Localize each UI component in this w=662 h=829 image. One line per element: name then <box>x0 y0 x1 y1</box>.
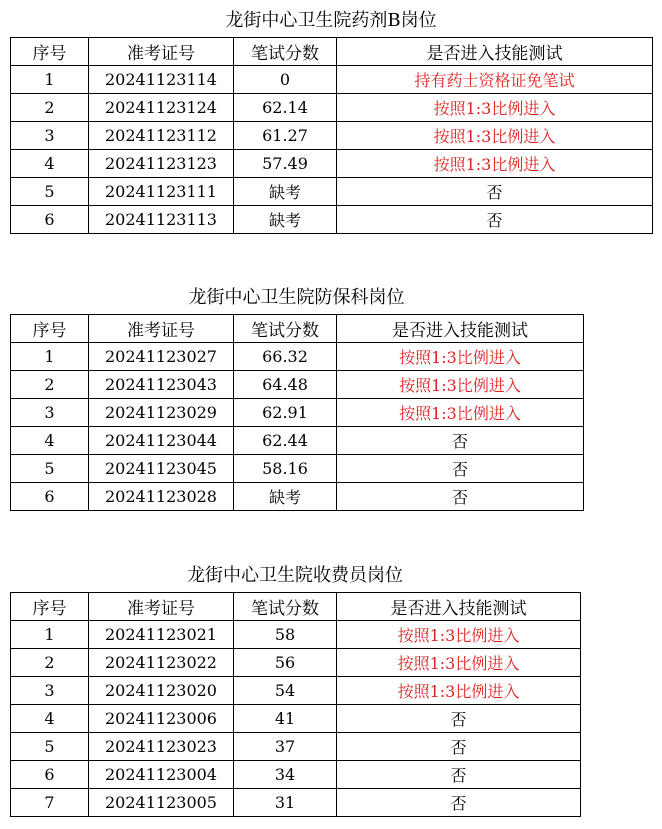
cell-seq: 3 <box>11 399 89 427</box>
cell-exam-id: 20241123027 <box>89 343 234 371</box>
header-status: 是否进入技能测试 <box>337 315 584 343</box>
cell-status: 否 <box>337 455 584 483</box>
cell-seq: 4 <box>11 705 89 733</box>
cell-seq: 6 <box>11 483 89 511</box>
cell-exam-id: 20241123021 <box>89 621 234 649</box>
cell-seq: 5 <box>11 455 89 483</box>
cell-status: 否 <box>337 705 581 733</box>
cell-exam-id: 20241123111 <box>89 178 234 206</box>
cell-seq: 1 <box>11 621 89 649</box>
header-score: 笔试分数 <box>234 593 337 621</box>
cell-exam-id: 20241123114 <box>89 66 234 94</box>
cell-score: 0 <box>234 66 337 94</box>
cell-status: 按照1:3比例进入 <box>337 677 581 705</box>
header-status: 是否进入技能测试 <box>337 38 653 66</box>
cell-score: 缺考 <box>234 483 337 511</box>
cell-score: 37 <box>234 733 337 761</box>
cell-seq: 3 <box>11 122 89 150</box>
cell-score: 58 <box>234 621 337 649</box>
cell-score: 66.32 <box>234 343 337 371</box>
cell-score: 61.27 <box>234 122 337 150</box>
cell-seq: 4 <box>11 427 89 455</box>
header-row <box>11 315 584 343</box>
cell-seq: 7 <box>11 789 89 817</box>
cell-status: 否 <box>337 733 581 761</box>
table-row <box>11 705 581 733</box>
cell-seq: 5 <box>11 733 89 761</box>
table-row <box>11 677 581 705</box>
cell-score: 62.14 <box>234 94 337 122</box>
table-body <box>11 66 653 234</box>
cell-exam-id: 20241123020 <box>89 677 234 705</box>
cell-exam-id: 20241123044 <box>89 427 234 455</box>
cell-seq: 1 <box>11 343 89 371</box>
cell-exam-id: 20241123004 <box>89 761 234 789</box>
cell-score: 31 <box>234 789 337 817</box>
cell-exam-id: 20241123006 <box>89 705 234 733</box>
cell-status: 按照1:3比例进入 <box>337 94 653 122</box>
results-table <box>10 37 653 234</box>
header-row <box>11 593 581 621</box>
table-row <box>11 150 653 178</box>
cell-seq: 6 <box>11 206 89 234</box>
header-exam-id: 准考证号 <box>89 315 234 343</box>
results-table <box>10 592 581 817</box>
header-seq: 序号 <box>11 315 89 343</box>
table-row <box>11 733 581 761</box>
table-row <box>11 94 653 122</box>
cell-status: 按照1:3比例进入 <box>337 371 584 399</box>
section-title: 龙街中心卫生院收费员岗位 <box>187 565 403 586</box>
cell-status: 按照1:3比例进入 <box>337 621 581 649</box>
cell-seq: 2 <box>11 94 89 122</box>
header-status: 是否进入技能测试 <box>337 593 581 621</box>
cell-score: 34 <box>234 761 337 789</box>
cell-status: 按照1:3比例进入 <box>337 150 653 178</box>
cell-score: 64.48 <box>234 371 337 399</box>
cell-exam-id: 20241123028 <box>89 483 234 511</box>
table-row <box>11 455 584 483</box>
cell-exam-id: 20241123005 <box>89 789 234 817</box>
table-body <box>11 621 581 817</box>
cell-score: 62.44 <box>234 427 337 455</box>
cell-score: 41 <box>234 705 337 733</box>
table-row <box>11 761 581 789</box>
header-seq: 序号 <box>11 38 89 66</box>
header-score: 笔试分数 <box>234 38 337 66</box>
cell-status: 否 <box>337 206 653 234</box>
cell-exam-id: 20241123022 <box>89 649 234 677</box>
cell-score: 62.91 <box>234 399 337 427</box>
header-exam-id: 准考证号 <box>89 593 234 621</box>
cell-exam-id: 20241123029 <box>89 399 234 427</box>
section-prevention <box>10 286 583 511</box>
section-title: 龙街中心卫生院药剂B岗位 <box>225 10 437 31</box>
cell-status: 否 <box>337 178 653 206</box>
cell-score: 56 <box>234 649 337 677</box>
cell-seq: 1 <box>11 66 89 94</box>
cell-score: 57.49 <box>234 150 337 178</box>
cell-status: 否 <box>337 761 581 789</box>
table-row <box>11 789 581 817</box>
table-row <box>11 122 653 150</box>
table-row <box>11 621 581 649</box>
cell-exam-id: 20241123123 <box>89 150 234 178</box>
cell-status: 否 <box>337 789 581 817</box>
table-row <box>11 649 581 677</box>
cell-seq: 6 <box>11 761 89 789</box>
table-row <box>11 343 584 371</box>
header-exam-id: 准考证号 <box>89 38 234 66</box>
cell-seq: 2 <box>11 371 89 399</box>
cell-seq: 2 <box>11 649 89 677</box>
header-row <box>11 38 653 66</box>
cell-score: 54 <box>234 677 337 705</box>
cell-status: 持有药士资格证免笔试 <box>337 66 653 94</box>
cell-status: 按照1:3比例进入 <box>337 399 584 427</box>
results-table <box>10 314 584 511</box>
table-row <box>11 66 653 94</box>
cell-status: 按照1:3比例进入 <box>337 649 581 677</box>
cell-score: 缺考 <box>234 206 337 234</box>
table-row <box>11 399 584 427</box>
cell-exam-id: 20241123043 <box>89 371 234 399</box>
table-row <box>11 206 653 234</box>
cell-exam-id: 20241123113 <box>89 206 234 234</box>
cell-exam-id: 20241123124 <box>89 94 234 122</box>
table-row <box>11 371 584 399</box>
cell-seq: 3 <box>11 677 89 705</box>
table-row <box>11 178 653 206</box>
table-row <box>11 427 584 455</box>
cell-exam-id: 20241123023 <box>89 733 234 761</box>
cell-score: 58.16 <box>234 455 337 483</box>
cell-status: 否 <box>337 427 584 455</box>
table-body <box>11 343 584 511</box>
header-seq: 序号 <box>11 593 89 621</box>
table-row <box>11 483 584 511</box>
cell-status: 按照1:3比例进入 <box>337 343 584 371</box>
cell-exam-id: 20241123045 <box>89 455 234 483</box>
section-title: 龙街中心卫生院防保科岗位 <box>188 287 405 308</box>
cell-status: 按照1:3比例进入 <box>337 122 653 150</box>
cell-exam-id: 20241123112 <box>89 122 234 150</box>
cell-seq: 5 <box>11 178 89 206</box>
section-pharmacy-b <box>10 9 652 234</box>
header-score: 笔试分数 <box>234 315 337 343</box>
cell-status: 否 <box>337 483 584 511</box>
cell-seq: 4 <box>11 150 89 178</box>
section-cashier <box>10 564 580 817</box>
cell-score: 缺考 <box>234 178 337 206</box>
